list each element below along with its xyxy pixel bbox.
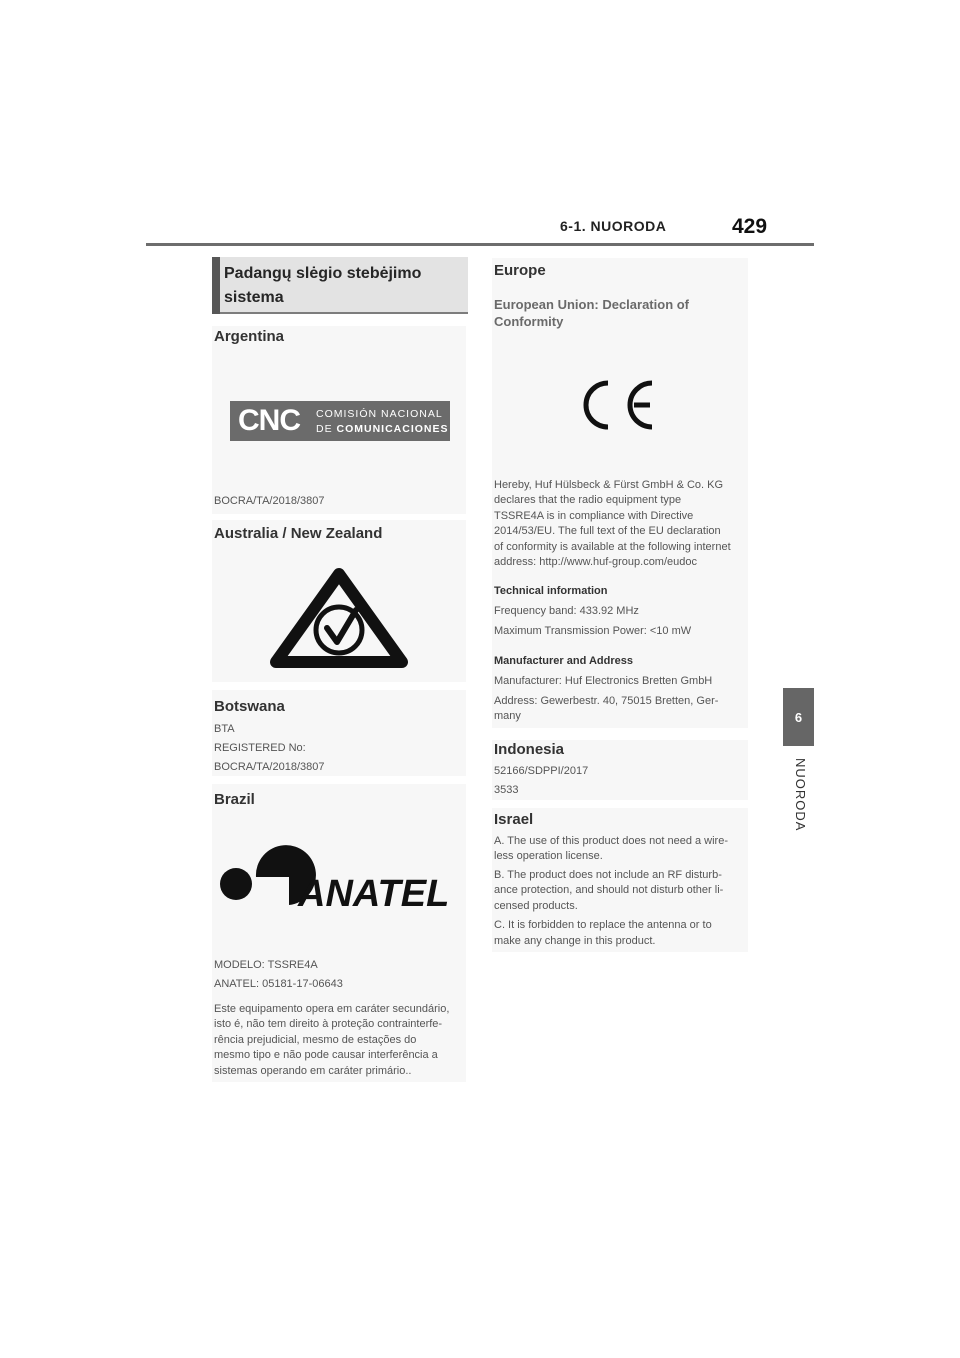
manufacturer-address-line2: many [494, 710, 521, 722]
page-number: 429 [732, 215, 768, 238]
brazil-notice-line2: isto é, não tem direito à proteção contrainterfe- [214, 1018, 443, 1030]
brazil-notice-line4: mesmo tipo e não pode causar interferência a [214, 1049, 438, 1061]
cnc-logo-text: CNC [238, 404, 300, 437]
chapter-side-label: NUORODA [793, 758, 808, 832]
israel-title: Israel [494, 811, 534, 828]
argentina-title: Argentina [214, 328, 285, 345]
ce-mark-icon [582, 378, 658, 432]
europe-declaration-line3: TSSRE4A is in compliance with Directive [494, 510, 694, 522]
brazil-notice-line3: rência prejudicial, mesmo de estações do [214, 1034, 417, 1046]
europe-declaration-line4: 2014/53/EU. The full text of the EU declaration [494, 525, 721, 537]
manufacturer-name: Manufacturer: Huf Electronics Bretten GmbH [494, 675, 713, 687]
israel-a-line1: A. The use of this product does not need a wire- [494, 835, 728, 847]
australia-title: Australia / New Zealand [214, 525, 383, 542]
europe-declaration-line5: of conformity is available at the following internet [494, 541, 731, 553]
section-title: Padangų slėgio stebėjimo sistema [224, 265, 422, 306]
cnc-logo-line2 [316, 423, 449, 435]
brazil-notice-line1: Este equipamento opera em caráter secundário, [214, 1003, 450, 1015]
rcm-mark-icon [268, 566, 410, 672]
europe-subtitle-line1: European Union: Declaration of [494, 297, 690, 312]
frequency-band: Frequency band: 433.92 MHz [494, 605, 639, 617]
indonesia-line1: 52166/SDPPI/2017 [494, 765, 589, 777]
europe-title: Europe [494, 262, 546, 279]
anatel-logo-icon [216, 843, 460, 911]
europe-subtitle-line2: Conformity [494, 314, 564, 329]
header-divider [146, 243, 814, 246]
botswana-line3: BOCRA/TA/2018/3807 [214, 761, 325, 773]
israel-c-line1: C. It is forbidden to replace the antenna or to [494, 919, 712, 931]
israel-c-line2: make any change in this product. [494, 935, 656, 947]
argentina-code: BOCRA/TA/2018/3807 [214, 495, 325, 507]
transmission-power: Maximum Transmission Power: <10 mW [494, 625, 692, 637]
botswana-line2: REGISTERED No: [214, 742, 306, 754]
israel-b-line3: censed products. [494, 900, 578, 912]
brazil-title: Brazil [214, 791, 255, 808]
israel-b-line2: ance protection, and should not disturb other li- [494, 884, 724, 896]
brazil-notice-line5: sistemas operando em caráter primário.. [214, 1065, 412, 1077]
europe-declaration-line2: declares that the radio equipment type [494, 494, 682, 506]
europe-declaration-line6: address: http://www.huf-group.com/eudoc [494, 556, 697, 568]
section-title-accent [212, 257, 220, 314]
manufacturer-address-line1: Address: Gewerbestr. 40, 75015 Bretten, Ger- [494, 695, 719, 707]
technical-info-title: Technical information [494, 585, 608, 597]
manufacturer-title: Manufacturer and Address [494, 655, 633, 667]
chapter-tab-number: 6 [794, 710, 803, 725]
header-section-title: 6-1. NUORODA [560, 218, 667, 234]
botswana-line1: BTA [214, 723, 235, 735]
israel-b-line1: B. The product does not include an RF disturb- [494, 869, 722, 881]
cnc-logo-line2-bold: COMUNICACIONES [336, 423, 449, 435]
brazil-model: MODELO: TSSRE4A [214, 959, 318, 971]
botswana-title: Botswana [214, 698, 285, 715]
brazil-anatel-code: ANATEL: 05181-17-06643 [214, 978, 343, 990]
anatel-logo-text: ANATEL [298, 873, 450, 911]
cnc-logo-line2-prefix: DE [316, 423, 333, 435]
indonesia-line2: 3533 [494, 784, 519, 796]
europe-declaration-line1: Hereby, Huf Hülsbeck & Fürst GmbH & Co. KG [494, 479, 724, 491]
israel-a-line2: less operation license. [494, 850, 603, 862]
cnc-logo-line1: COMISIÓN NACIONAL [316, 408, 443, 420]
indonesia-title: Indonesia [494, 741, 565, 758]
